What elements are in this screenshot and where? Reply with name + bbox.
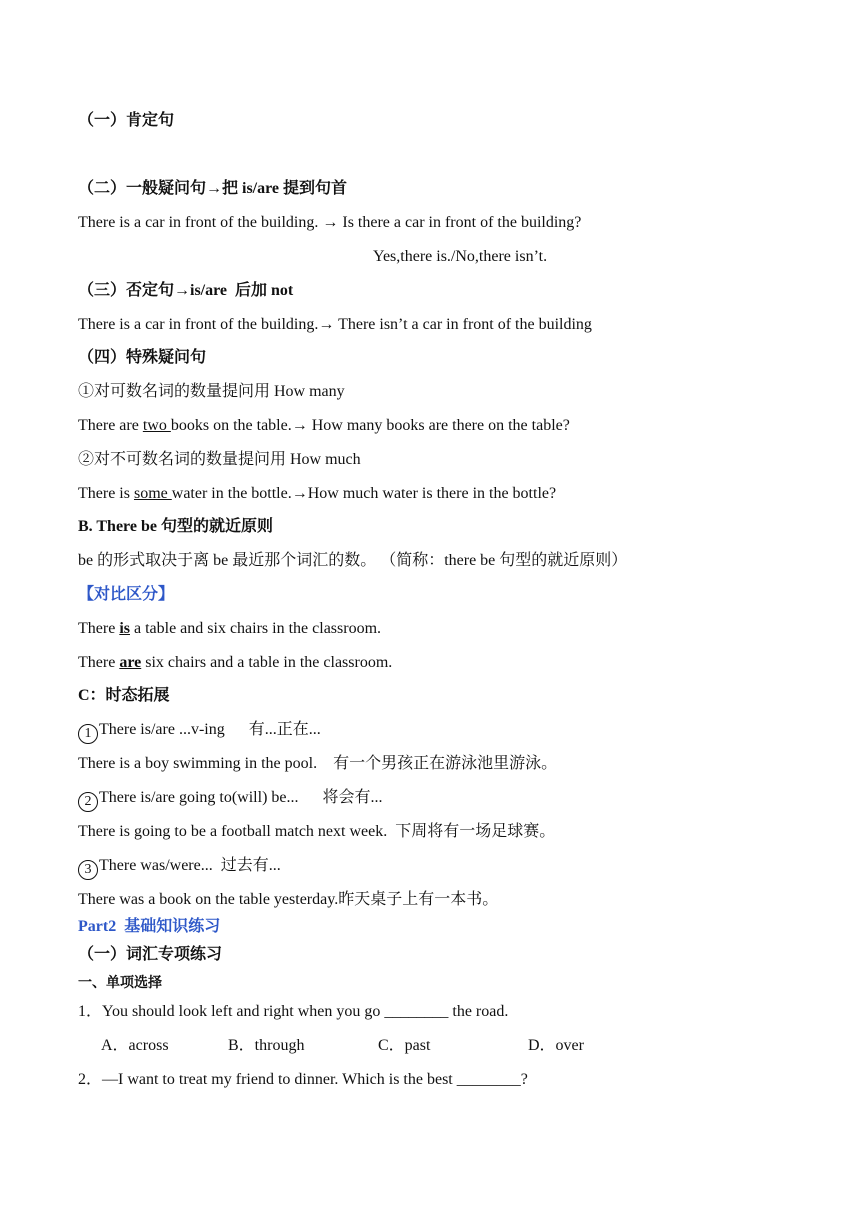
heading-proximity-principle: B. There be 句型的就近原则 xyxy=(78,518,273,535)
heading-multiple-choice: 一、单项选择 xyxy=(78,976,162,991)
example-how-much xyxy=(78,484,556,504)
text-segment: There xyxy=(78,654,120,671)
rule-how-much: ②对不可数名词的数量提问用 How much xyxy=(78,451,361,468)
underlined-word: two xyxy=(142,417,171,434)
circled-number: 3 xyxy=(78,860,98,880)
underlined-word: is xyxy=(119,620,130,637)
example-is xyxy=(78,619,381,639)
example-how-many xyxy=(78,416,570,436)
text-segment: There are xyxy=(78,417,143,434)
text-segment: There is/are ...v-ing 有...正在... xyxy=(99,721,321,738)
rule-past xyxy=(78,856,281,880)
circled-number: 1 xyxy=(78,724,98,744)
heading-affirmative: （一）肯定句 xyxy=(78,112,175,129)
text-segment: There xyxy=(78,620,120,637)
text-segment: water in the bottle.→How much water is there in the bottle? xyxy=(171,485,557,502)
rule-progressive xyxy=(78,720,321,744)
underlined-word: are xyxy=(119,654,142,671)
option-c: C．past xyxy=(378,1037,431,1054)
proximity-rule: be 的形式取决于离 be 最近那个词汇的数。 （简称：there be 句型的就近原则） xyxy=(78,552,628,569)
text-segment: There is/are going to(will) be... 将会有... xyxy=(99,789,383,806)
example-negative: There is a car in front of the building.→ There isn’t a car in front of the building xyxy=(78,316,592,333)
heading-general-question: （二）一般疑问句→把 is/are 提到句首 xyxy=(78,180,348,197)
heading-tense-extension: C：时态拓展 xyxy=(78,687,170,704)
example-future: There is going to be a football match next week. 下周将有一场足球赛。 xyxy=(78,823,556,840)
question-2: 2．—I want to treat my friend to dinner. Which is the best ________? xyxy=(78,1071,528,1088)
example-short-answer: Yes,there is./No,there isn’t. xyxy=(373,248,548,265)
rule-how-many: ①对可数名词的数量提问用 How many xyxy=(78,383,345,400)
text-segment: books on the table.→ How many books are there on the table? xyxy=(170,417,570,434)
example-general-question: There is a car in front of the building. → Is there a car in front of the building? xyxy=(78,214,582,231)
text-segment: six chairs and a table in the classroom. xyxy=(141,654,393,671)
text-segment: a table and six chairs in the classroom. xyxy=(129,620,382,637)
heading-part2: Part2 基础知识练习 xyxy=(78,918,221,935)
rule-future xyxy=(78,788,383,812)
option-d: D．over xyxy=(528,1037,584,1054)
option-a: A．across xyxy=(101,1037,169,1054)
underlined-word: some xyxy=(133,485,172,502)
heading-negative: （三）否定句→is/are 后加 not xyxy=(78,282,294,299)
heading-special-question: （四）特殊疑问句 xyxy=(78,349,207,366)
text-segment: There was/were... 过去有... xyxy=(99,857,281,874)
example-past: There was a book on the table yesterday.昨天桌子上有一本书。 xyxy=(78,891,499,908)
option-b: B．through xyxy=(228,1037,305,1054)
example-are xyxy=(78,653,392,673)
question-1: 1．You should look left and right when you go ________ the road. xyxy=(78,1003,509,1020)
heading-vocabulary-practice: （一）词汇专项练习 xyxy=(78,946,223,963)
example-progressive: There is a boy swimming in the pool. 有一个男孩正在游泳池里游泳。 xyxy=(78,755,558,772)
circled-number: 2 xyxy=(78,792,98,812)
text-segment: There is xyxy=(78,485,134,502)
heading-comparison: 【对比区分】 xyxy=(78,586,175,603)
